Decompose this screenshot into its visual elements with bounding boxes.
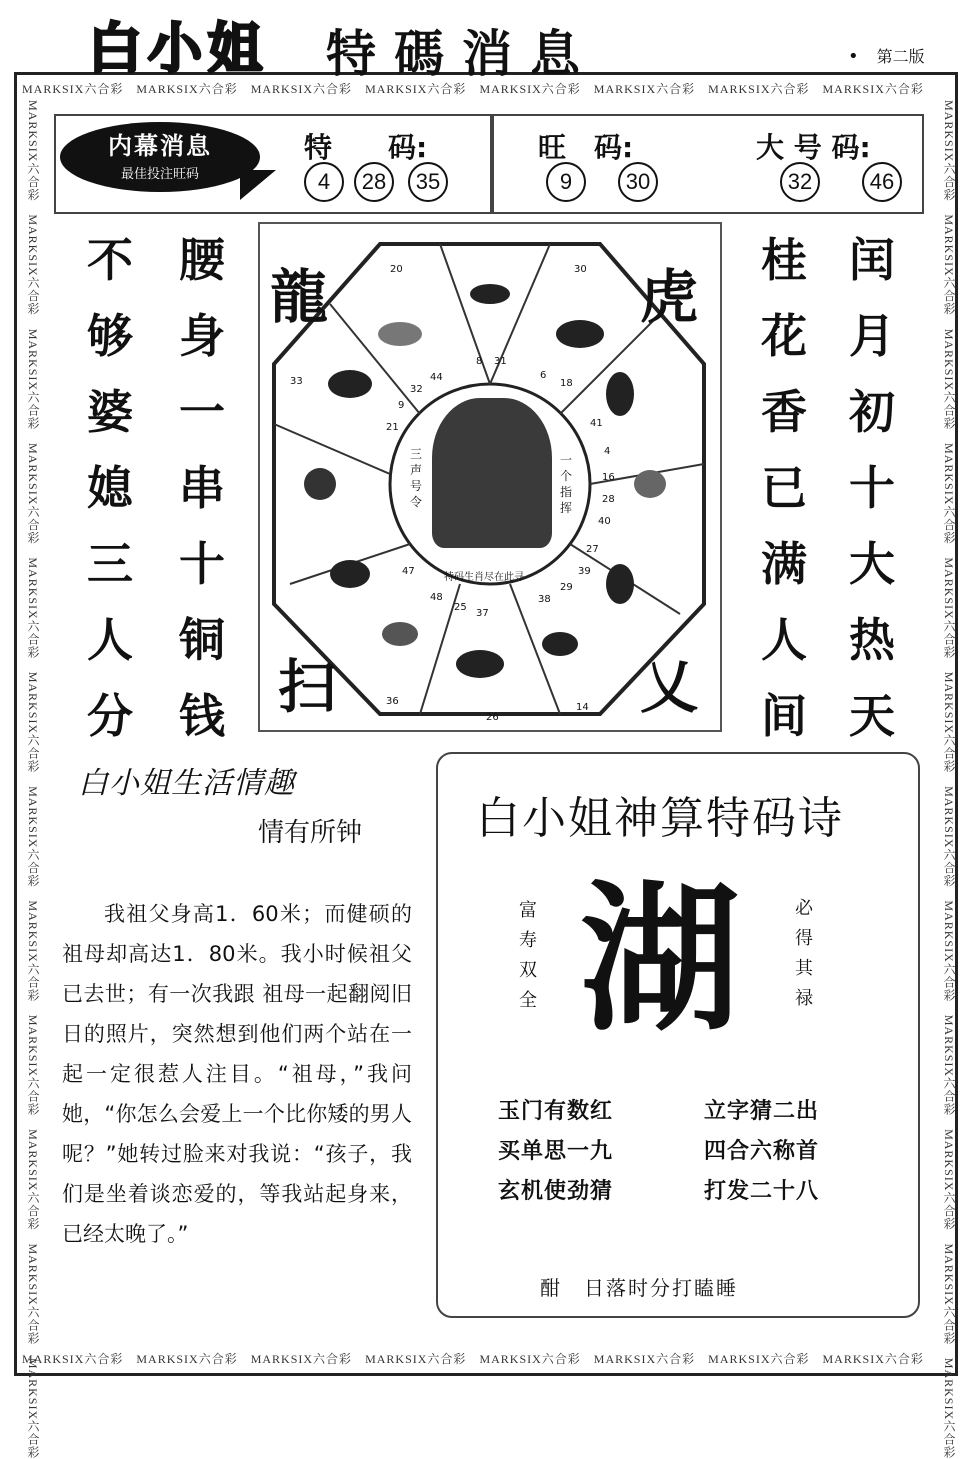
wheel-number: 33 [290, 376, 303, 387]
border-left: MARKSIX六合彩 MARKSIX六合彩 MARKSIX六合彩 MARKSIX六合彩 MARKSIX六合彩 MARKSIX六合彩 MARKSIX六合彩 MARKSIX六合彩 MARKSIX六合彩 MARKSIX六合彩 MARKSIX六合彩 MARKSIX六合彩 [26, 100, 40, 1459]
verse-char: 三 [87, 537, 133, 591]
wheel-number: 25 [454, 602, 467, 613]
verse-right-1: 立字猜二出 [704, 1099, 820, 1124]
poem-footer: 酣 日落时分打瞌睡 [540, 1276, 738, 1300]
wheel-number: 14 [576, 702, 589, 713]
left-verse-col-2 [172, 222, 232, 754]
wheel-number: 36 [386, 696, 399, 707]
center-caption: 特码生肖尽在此寻 [444, 572, 524, 583]
verse-char: 一 [179, 385, 225, 439]
verse-left-1: 玉门有数红 [498, 1099, 614, 1124]
border-top: MARKSIX六合彩 MARKSIX六合彩 MARKSIX六合彩 MARKSIX六合彩 MARKSIX六合彩 MARKSIX六合彩 MARKSIX六合彩 MARKSIX六合彩 [22, 82, 924, 96]
wheel-number: 28 [602, 494, 615, 505]
wheel-number: 21 [386, 422, 399, 433]
verse-char: 香 [761, 385, 807, 439]
verse-char: 不 [87, 233, 133, 287]
story-subtitle: 情有所钟 [258, 818, 363, 848]
edition-text: 第二版 [876, 47, 925, 66]
verse-right-3: 打发二十八 [704, 1179, 820, 1204]
verse-char: 婆 [87, 385, 133, 439]
wheel-number: 4 [604, 446, 611, 457]
wheel-number: 37 [476, 608, 489, 619]
hot-ball: 30 [618, 162, 658, 202]
border-bottom: MARKSIX六合彩 MARKSIX六合彩 MARKSIX六合彩 MARKSIX六合彩 MARKSIX六合彩 MARKSIX六合彩 MARKSIX六合彩 MARKSIX六合彩 [22, 1352, 924, 1366]
corner-bottom-left-char: 扫 [278, 653, 337, 721]
wheel-number: 29 [560, 582, 573, 593]
wheel-number: 47 [402, 566, 415, 577]
big-ball: 32 [780, 162, 820, 202]
verse-char: 分 [87, 689, 133, 743]
wheel-number: 26 [486, 712, 499, 723]
speech-bubble [60, 122, 260, 192]
wheel-number: 16 [602, 472, 615, 483]
poem-big-char: 湖 [580, 866, 741, 1053]
bubble-subtitle: 最佳投注旺码 [120, 167, 199, 182]
wheel-number: 8 [476, 356, 483, 367]
corner-top-right-char: 虎 [640, 263, 699, 331]
verse-left-2: 买单思一九 [498, 1139, 614, 1164]
wheel-number: 44 [430, 372, 443, 383]
edition-label [848, 44, 925, 67]
center-left-text: 三声号令 [410, 447, 423, 509]
verse-char: 天 [849, 689, 895, 743]
verse-char: 大 [849, 537, 895, 591]
wheel-number: 9 [398, 400, 405, 411]
verse-char: 人 [87, 613, 133, 667]
right-verse-col-1 [754, 222, 814, 754]
verse-char: 腰 [179, 233, 225, 287]
brand-logo: 白小姐 [88, 16, 268, 80]
verse-char: 已 [761, 461, 807, 515]
right-verse-col-2 [842, 222, 902, 754]
page-title: 特碼消息 [326, 25, 598, 83]
story-text [62, 894, 412, 1254]
special-ball: 28 [354, 162, 394, 202]
verse-right-2: 四合六称首 [704, 1139, 820, 1164]
border-right: MARKSIX六合彩 MARKSIX六合彩 MARKSIX六合彩 MARKSIX六合彩 MARKSIX六合彩 MARKSIX六合彩 MARKSIX六合彩 MARKSIX六合彩 MARKSIX六合彩 MARKSIX六合彩 MARKSIX六合彩 MARKSIX六合彩 [942, 100, 956, 1459]
poem-left-side: 富寿双全 [519, 900, 537, 1011]
corner-bottom-right-char: 乂 [640, 653, 699, 721]
hot-label: 旺 码: [538, 131, 634, 164]
deity-figure [432, 398, 552, 548]
verse-char: 闰 [849, 233, 895, 287]
wheel-number: 32 [410, 384, 423, 395]
wheel-number: 38 [538, 594, 551, 605]
special-ball: 35 [408, 162, 448, 202]
verse-char: 十 [849, 461, 895, 515]
dot-icon: • [848, 46, 859, 67]
story-section-title: 白小姐生活情趣 [78, 766, 295, 801]
info-divider [490, 114, 494, 214]
verse-char: 桂 [761, 233, 807, 287]
verse-char: 花 [761, 309, 807, 363]
verse-char: 钱 [179, 689, 225, 743]
wheel-number: 27 [586, 544, 599, 555]
verse-char: 间 [761, 689, 807, 743]
story-paragraph: 我祖父身高1．60米；而健硕的祖母却高达1．80米。我小时候祖父已去世；有一次我跟 祖母一起翻阅旧日的照片，突然想到他们两个站在一起一定很惹人注目。“祖母，”我问她，“你怎么会爱上一个比你矮的男人呢？”她转过脸来对我说：“孩子，我们是坐着谈恋爱的，等我站起身来，已经太晚了。” [62, 902, 412, 1246]
wheel-number: 30 [574, 264, 587, 275]
verse-char: 初 [849, 385, 895, 439]
wheel-number: 6 [540, 370, 547, 381]
verse-char: 够 [87, 309, 133, 363]
verse-char: 十 [179, 537, 225, 591]
verse-char: 媳 [87, 461, 133, 515]
verse-char: 铜 [179, 613, 225, 667]
corner-top-left-char: 龍 [270, 263, 329, 331]
verse-left-3: 玄机使劲猜 [498, 1179, 614, 1204]
verse-char: 人 [761, 613, 807, 667]
big-ball: 46 [862, 162, 902, 202]
big-number-label: 大 号 码: [756, 131, 871, 164]
center-right-text: 一个指挥 [560, 453, 573, 515]
wheel-number: 39 [578, 566, 591, 577]
wheel-number: 20 [390, 264, 403, 275]
wheel-number: 41 [590, 418, 603, 429]
hot-ball: 9 [546, 162, 586, 202]
verse-char: 身 [179, 309, 225, 363]
verse-char: 满 [761, 537, 807, 591]
wheel-number: 48 [430, 592, 443, 603]
special-ball: 4 [304, 162, 344, 202]
wheel-number: 40 [598, 516, 611, 527]
poem-right-side: 必得其禄 [795, 898, 813, 1009]
bubble-title: 内幕消息 [108, 132, 212, 160]
poem-title: 白小姐神算特码诗 [476, 793, 844, 844]
verse-char: 热 [849, 613, 895, 667]
left-verse-col-1 [80, 222, 140, 754]
wheel-number: 18 [560, 378, 573, 389]
verse-char: 月 [849, 309, 895, 363]
wheel-number: 31 [494, 356, 507, 367]
special-label: 特 码: [304, 131, 428, 164]
verse-char: 串 [179, 461, 225, 515]
bubble-tail [240, 170, 276, 200]
